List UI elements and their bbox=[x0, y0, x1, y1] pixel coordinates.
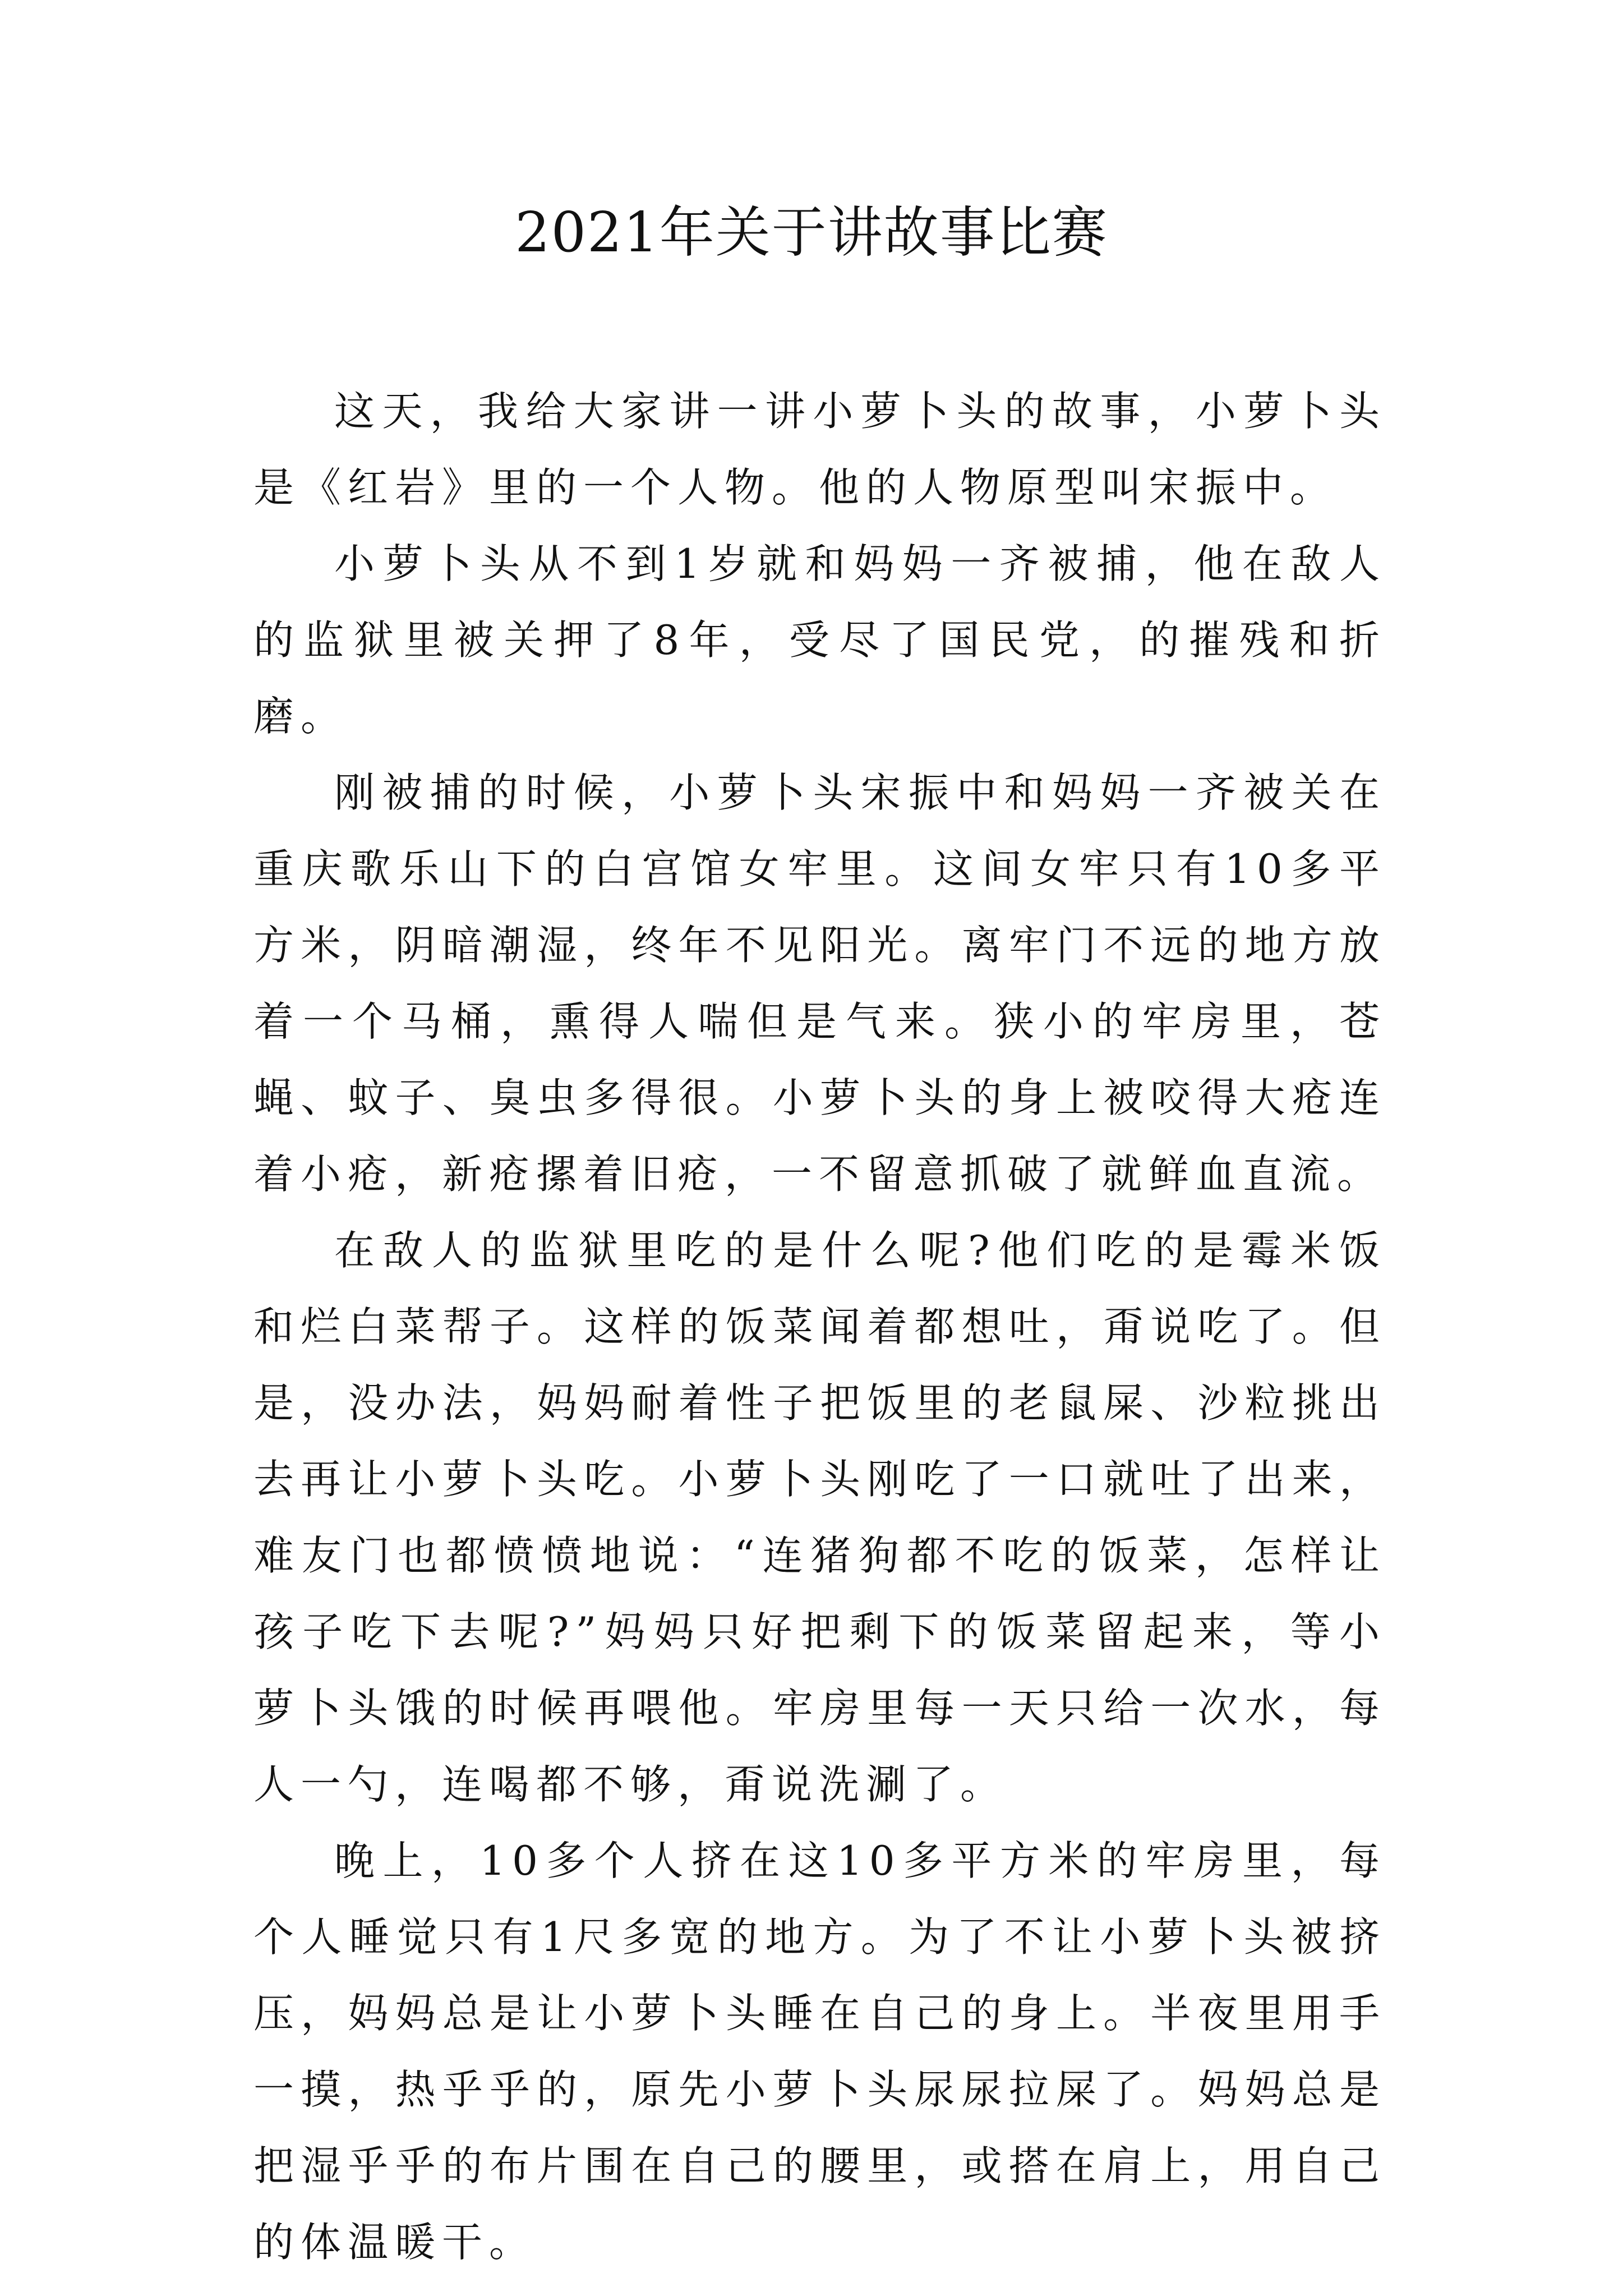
paragraph-4: 在敌人的监狱里吃的是什么呢?他们吃的是霉米饭和烂白菜帮子。这样的饭菜闻着都想吐，甭说吃了。但是，没办法，妈妈耐着性子把饭里的老鼠屎、沙粒挑出去再让小萝卜头吃。小萝卜头刚吃了一口就吐了出来，难友门也都愤愤地说：“连猪狗都不吃的饭菜，怎样让孩子吃下去呢?”妈妈只好把剩下的饭菜留起来，等小萝卜头饿的时候再喂他。牢房里每一天只给一次水，每人一勺，连喝都不够，甭说洗涮了。 bbox=[253, 1227, 1386, 1808]
paragraph-2: 小萝卜头从不到1岁就和妈妈一齐被捕，他在敌人的监狱里被关押了8年，受尽了国民党，的摧残和折磨。 bbox=[253, 540, 1386, 740]
paragraph-5: 晚上，10多个人挤在这10多平方米的牢房里，每个人睡觉只有1尺多宽的地方。为了不让小萝卜头被挤压，妈妈总是让小萝卜头睡在自己的身上。半夜里用手一摸，热乎乎的，原先小萝卜头尿尿拉屎了。妈妈总是把湿乎乎的布片围在自己的腰里，或搭在肩上，用自己的体温暖干。 bbox=[253, 1837, 1386, 2266]
paragraph-1: 这天，我给大家讲一讲小萝卜头的故事，小萝卜头是《红岩》里的一个人物。他的人物原型叫宋振中。 bbox=[253, 388, 1386, 511]
paragraph-3: 刚被捕的时候，小萝卜头宋振中和妈妈一齐被关在重庆歌乐山下的白宫馆女牢里。这间女牢只有10多平方米，阴暗潮湿，终年不见阳光。离牢门不远的地方放着一个马桶，熏得人喘但是气来。狭小的牢房里，苍蝇、蚊子、臭虫多得很。小萝卜头的身上被咬得大疮连着小疮，新疮摞着旧疮，一不留意抓破了就鲜血直流。 bbox=[253, 769, 1386, 1198]
document-body bbox=[253, 373, 1386, 2280]
document-title: 2021年关于讲故事比赛 bbox=[515, 201, 1108, 265]
